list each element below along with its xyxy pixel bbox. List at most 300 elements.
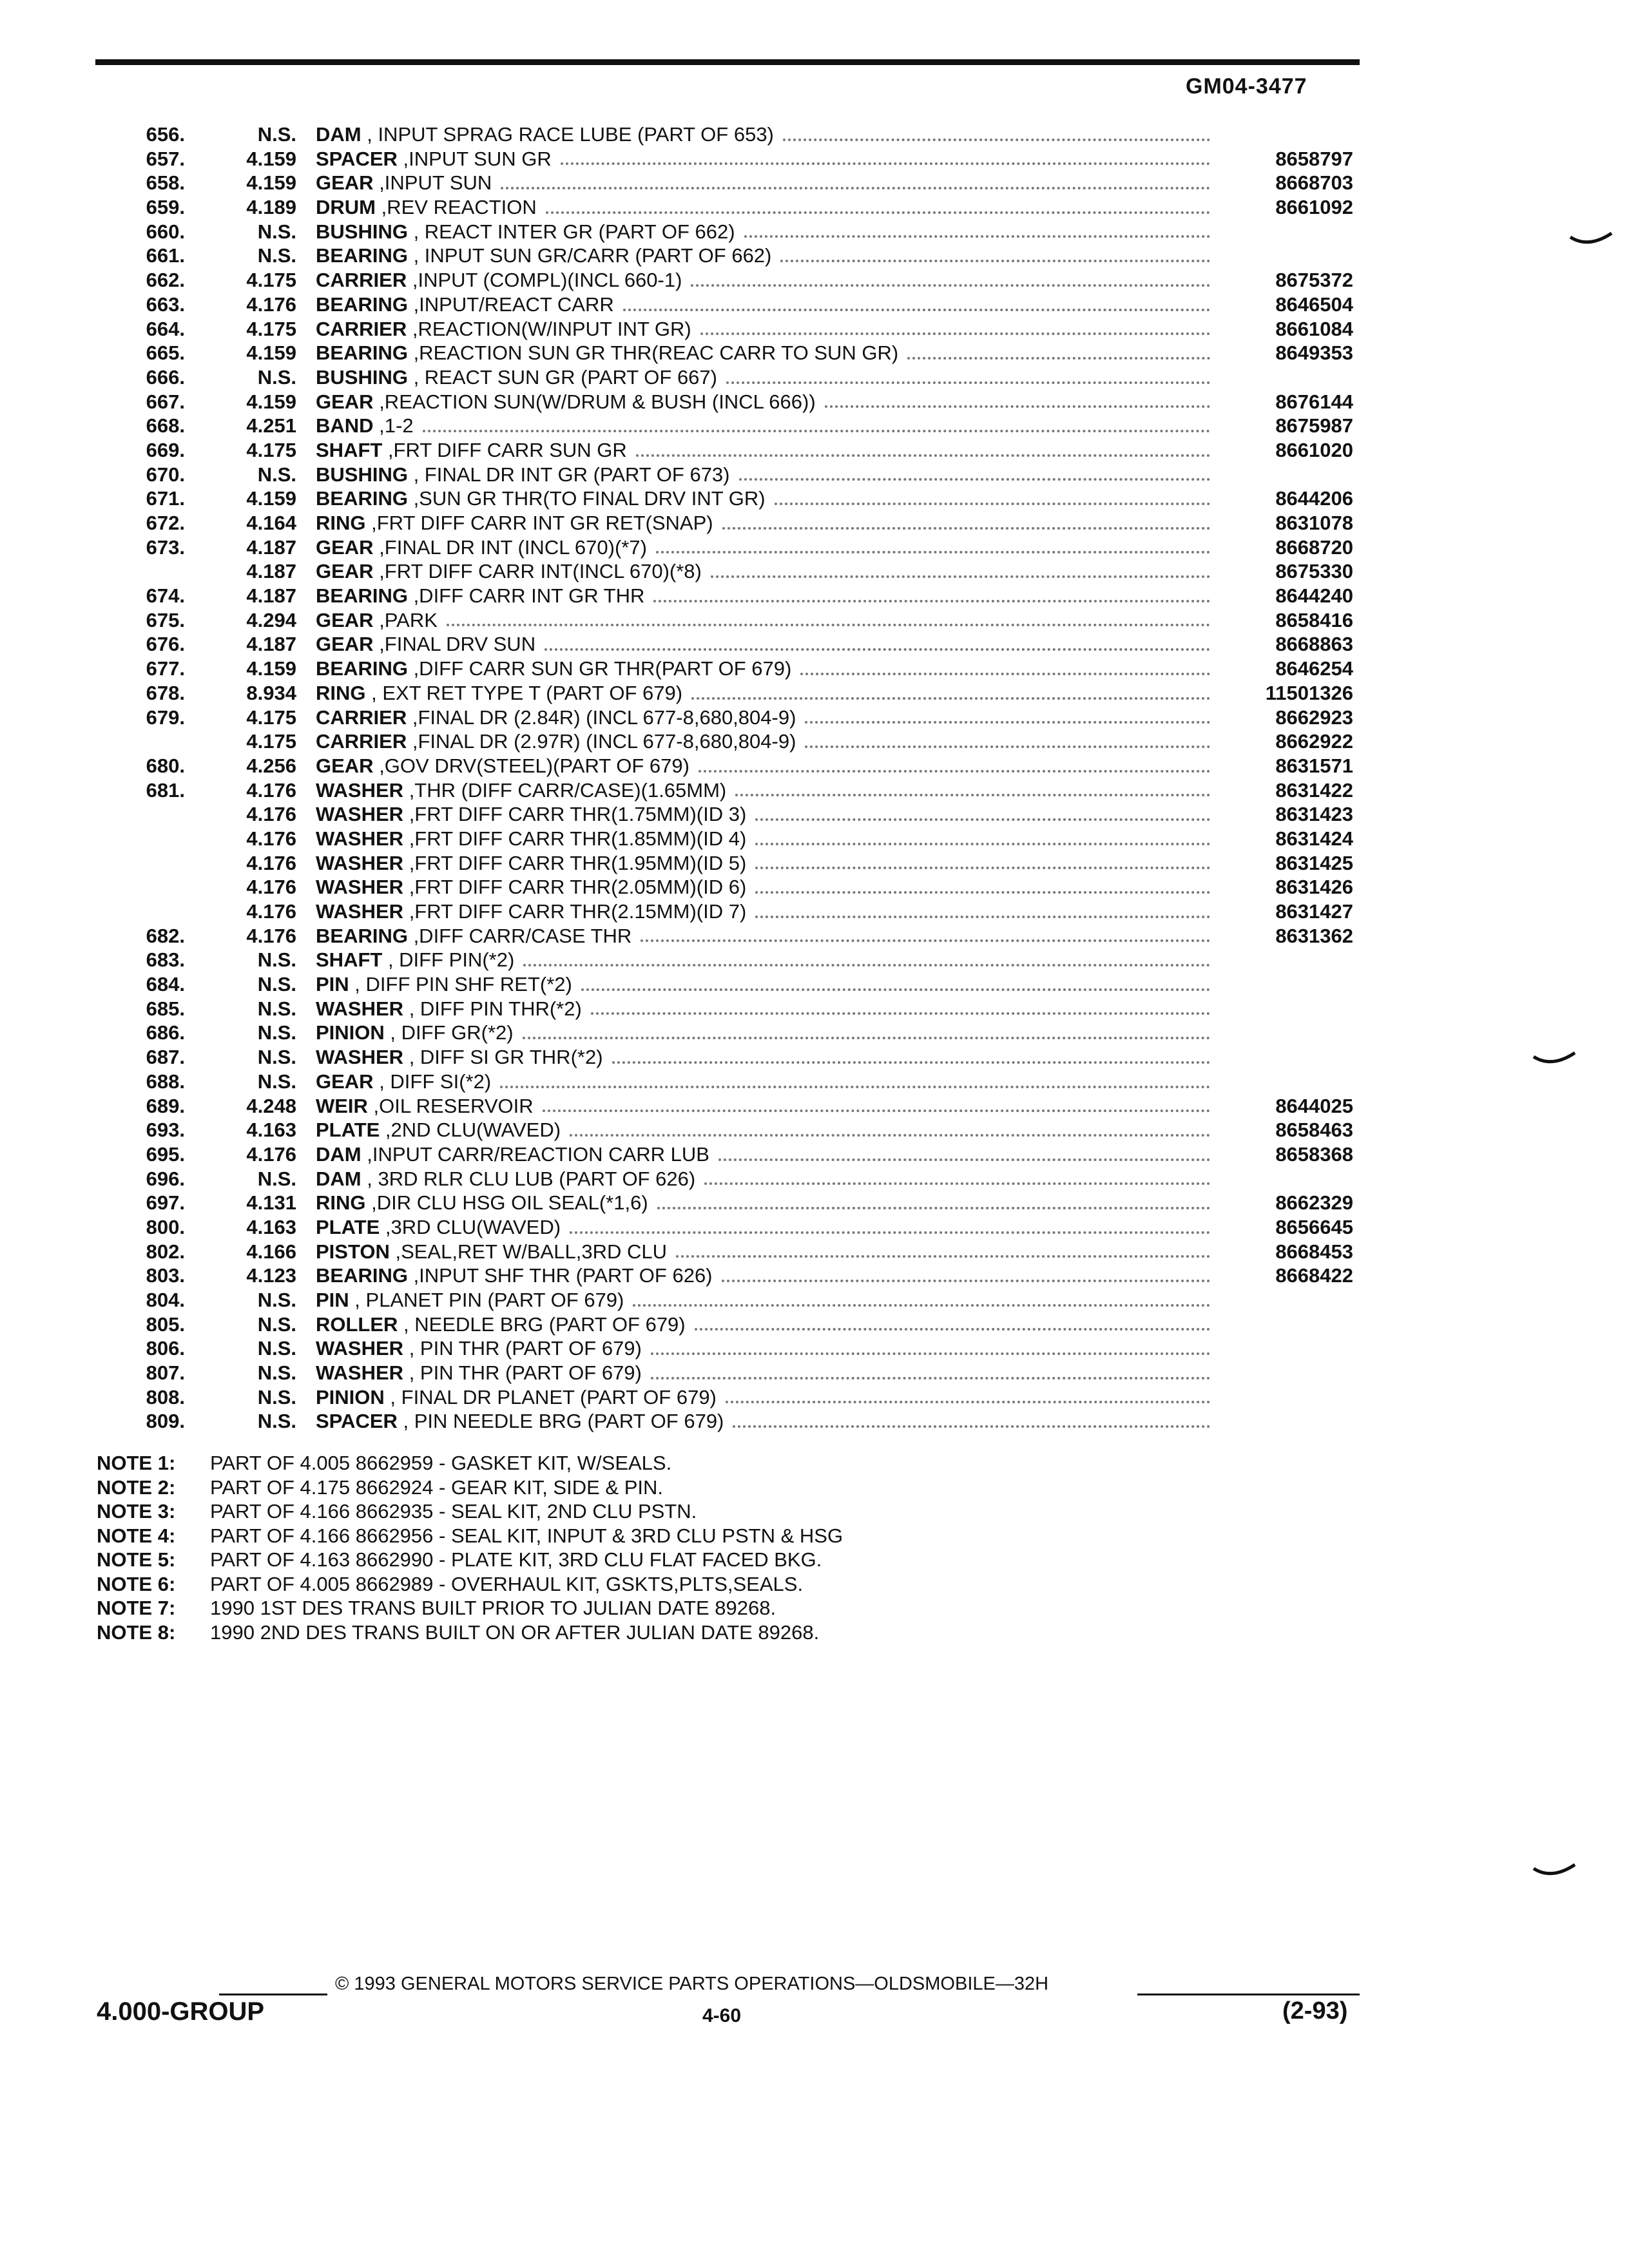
part-detail: ,FRT DIFF CARR THR(1.75MM)(ID 3) bbox=[403, 803, 747, 826]
ref-number: 693. bbox=[146, 1119, 185, 1142]
dot-leader bbox=[612, 1061, 1210, 1064]
part-name: BEARING bbox=[316, 487, 408, 510]
table-row bbox=[0, 122, 1629, 147]
part-description bbox=[316, 948, 514, 972]
part-description bbox=[316, 1118, 561, 1142]
part-number: 8668863 bbox=[1275, 633, 1353, 656]
note-text: 1990 1ST DES TRANS BUILT PRIOR TO JULIAN DATE 89268. bbox=[210, 1597, 776, 1619]
part-detail: ,INPUT/REACT CARR bbox=[407, 293, 614, 316]
table-row bbox=[0, 1409, 1629, 1434]
group-number: N.S. bbox=[257, 1289, 296, 1311]
table-row bbox=[0, 657, 1629, 681]
part-name: RING bbox=[316, 1191, 366, 1215]
group-number: N.S. bbox=[257, 463, 296, 486]
part-description bbox=[316, 171, 492, 195]
dot-leader bbox=[755, 867, 1210, 869]
ref-number: 686. bbox=[146, 1021, 185, 1044]
part-description bbox=[316, 511, 713, 535]
part-number: 8658797 bbox=[1275, 147, 1353, 170]
dot-leader bbox=[755, 916, 1210, 918]
part-description bbox=[316, 438, 627, 463]
note-label: NOTE 8: bbox=[97, 1620, 176, 1644]
table-row bbox=[0, 1385, 1629, 1410]
part-name: WEIR bbox=[316, 1094, 368, 1117]
table-row bbox=[0, 535, 1629, 560]
table-row bbox=[0, 584, 1629, 608]
dot-leader bbox=[561, 162, 1210, 165]
part-number: 8658463 bbox=[1275, 1119, 1353, 1142]
part-name: GEAR bbox=[316, 1070, 374, 1093]
dot-leader bbox=[651, 1352, 1210, 1355]
part-name: WASHER bbox=[316, 900, 404, 923]
note-text: PART OF 4.005 8662959 - GASKET KIT, W/SEALS. bbox=[210, 1452, 672, 1474]
dot-leader bbox=[733, 1425, 1210, 1428]
dot-leader bbox=[783, 139, 1210, 141]
table-row bbox=[0, 171, 1629, 195]
ref-number: 679. bbox=[146, 706, 185, 729]
part-description bbox=[316, 657, 791, 681]
part-name: WASHER bbox=[316, 1046, 404, 1069]
part-name: BUSHING bbox=[316, 220, 408, 243]
part-name: DAM bbox=[316, 123, 361, 146]
top-rule bbox=[95, 59, 1360, 65]
table-row bbox=[0, 1191, 1629, 1215]
part-detail: , DIFF PIN SHF RET(*2) bbox=[349, 973, 572, 996]
group-number: N.S. bbox=[257, 1167, 296, 1190]
part-description bbox=[316, 559, 702, 584]
table-row bbox=[0, 632, 1629, 657]
table-row bbox=[0, 365, 1629, 390]
dot-leader bbox=[691, 284, 1210, 287]
part-description bbox=[316, 608, 438, 633]
table-row bbox=[0, 1288, 1629, 1312]
dot-leader bbox=[825, 405, 1210, 408]
group-number: 4.176 bbox=[246, 1142, 296, 1166]
part-name: PLATE bbox=[316, 1119, 380, 1142]
dot-leader bbox=[657, 1207, 1210, 1209]
ref-number: 663. bbox=[146, 293, 185, 316]
group-number: 4.131 bbox=[246, 1191, 296, 1215]
part-name: BUSHING bbox=[316, 463, 408, 486]
part-detail: ,INPUT SUN GR bbox=[397, 147, 552, 170]
note-item bbox=[97, 1451, 1063, 1475]
part-number: 8631424 bbox=[1275, 827, 1353, 850]
part-name: BEARING bbox=[316, 657, 408, 680]
ref-number: 669. bbox=[146, 438, 185, 461]
notes-list bbox=[97, 1451, 1063, 1644]
part-description bbox=[316, 244, 771, 268]
note-item bbox=[97, 1548, 1063, 1572]
edge-mark-icon bbox=[1532, 1050, 1577, 1070]
ref-number: 806. bbox=[146, 1337, 185, 1360]
part-description bbox=[316, 1385, 717, 1410]
table-row bbox=[0, 754, 1629, 778]
dot-leader bbox=[447, 624, 1210, 626]
part-detail: ,FRT DIFF CARR THR(1.85MM)(ID 4) bbox=[403, 827, 747, 850]
note-item bbox=[97, 1524, 1063, 1548]
part-number: 8661092 bbox=[1275, 196, 1353, 219]
part-description bbox=[316, 1191, 648, 1215]
part-detail: ,GOV DRV(STEEL)(PART OF 679) bbox=[373, 754, 689, 777]
part-description bbox=[316, 414, 414, 438]
part-detail: , INPUT SUN GR/CARR (PART OF 662) bbox=[407, 244, 772, 267]
group-number: N.S. bbox=[257, 1046, 296, 1069]
part-name: WASHER bbox=[316, 803, 404, 826]
part-number: 8644240 bbox=[1275, 584, 1353, 608]
group-number: 4.159 bbox=[246, 657, 296, 680]
part-number: 8631426 bbox=[1275, 876, 1353, 899]
ref-number: 678. bbox=[146, 681, 185, 704]
dot-leader bbox=[726, 1401, 1210, 1403]
dot-leader bbox=[500, 1086, 1210, 1088]
part-name: DAM bbox=[316, 1167, 361, 1190]
part-number: 8644025 bbox=[1275, 1094, 1353, 1117]
ref-number: 670. bbox=[146, 463, 185, 486]
part-detail: ,DIFF CARR SUN GR THR(PART OF 679) bbox=[407, 657, 792, 680]
group-number: 4.176 bbox=[246, 924, 296, 947]
part-number: 8631423 bbox=[1275, 803, 1353, 826]
part-detail: ,INPUT CARR/REACTION CARR LUB bbox=[361, 1142, 709, 1166]
ref-number: 688. bbox=[146, 1070, 185, 1093]
table-row bbox=[0, 438, 1629, 463]
dot-leader bbox=[653, 600, 1210, 602]
note-label: NOTE 1: bbox=[97, 1452, 176, 1474]
group-number: 4.166 bbox=[246, 1240, 296, 1263]
ref-number: 687. bbox=[146, 1046, 185, 1069]
part-description bbox=[316, 802, 746, 827]
part-detail: ,DIFF CARR INT GR THR bbox=[407, 584, 645, 608]
table-row bbox=[0, 390, 1629, 414]
part-detail: , DIFF SI GR THR(*2) bbox=[403, 1046, 603, 1069]
copyright-line: © 1993 GENERAL MOTORS SERVICE PARTS OPERATIONS—OLDSMOBILE—32H bbox=[335, 1974, 1049, 1994]
parts-list bbox=[0, 122, 1629, 1434]
ref-number: 681. bbox=[146, 778, 185, 802]
dot-leader bbox=[570, 1134, 1210, 1137]
dot-leader bbox=[907, 357, 1210, 360]
note-text: PART OF 4.175 8662924 - GEAR KIT, SIDE & PIN. bbox=[210, 1475, 663, 1499]
ref-number: 680. bbox=[146, 754, 185, 777]
note-text: PART OF 4.166 8662935 - SEAL KIT, 2ND CLU PSTN. bbox=[210, 1500, 697, 1523]
ref-number: 682. bbox=[146, 924, 185, 947]
ref-number: 684. bbox=[146, 973, 185, 996]
group-number: 4.189 bbox=[246, 196, 296, 219]
part-description bbox=[316, 1142, 709, 1167]
dot-leader bbox=[581, 988, 1210, 991]
part-detail: ,FRT DIFF CARR INT(INCL 670)(*8) bbox=[373, 560, 702, 583]
part-number: 8675987 bbox=[1275, 414, 1353, 437]
dot-leader bbox=[651, 1377, 1210, 1379]
table-row bbox=[0, 293, 1629, 317]
ref-number: 676. bbox=[146, 633, 185, 656]
part-description bbox=[316, 1070, 491, 1094]
part-number: 8656645 bbox=[1275, 1215, 1353, 1238]
group-number: 4.123 bbox=[246, 1264, 296, 1287]
part-description bbox=[316, 317, 691, 341]
part-detail: , DIFF PIN THR(*2) bbox=[403, 997, 582, 1020]
part-detail: , INPUT SPRAG RACE LUBE (PART OF 653) bbox=[361, 123, 774, 146]
part-detail: ,FINAL DRV SUN bbox=[373, 633, 536, 656]
part-name: GEAR bbox=[316, 754, 374, 777]
group-number: 4.187 bbox=[246, 535, 296, 559]
ref-number: 696. bbox=[146, 1167, 185, 1190]
group-number: 4.159 bbox=[246, 171, 296, 195]
ref-number: 805. bbox=[146, 1312, 185, 1336]
part-description bbox=[316, 681, 682, 706]
part-name: GEAR bbox=[316, 390, 374, 413]
ref-number: 665. bbox=[146, 341, 185, 365]
part-description bbox=[316, 1312, 686, 1337]
part-name: GEAR bbox=[316, 171, 374, 195]
group-number: 4.175 bbox=[246, 730, 296, 753]
part-description bbox=[316, 1264, 713, 1288]
note-text: 1990 2ND DES TRANS BUILT ON OR AFTER JULIAN DATE 89268. bbox=[210, 1620, 820, 1644]
part-number: 8668720 bbox=[1275, 535, 1353, 559]
ref-number: 666. bbox=[146, 365, 185, 389]
part-name: WASHER bbox=[316, 851, 404, 874]
ref-number: 674. bbox=[146, 584, 185, 608]
note-item bbox=[97, 1620, 1063, 1645]
group-number: N.S. bbox=[257, 220, 296, 243]
ref-number: 662. bbox=[146, 269, 185, 292]
group-number: N.S. bbox=[257, 1361, 296, 1385]
part-description bbox=[316, 220, 735, 244]
note-text: PART OF 4.166 8662956 - SEAL KIT, INPUT & 3RD CLU PSTN & HSG bbox=[210, 1524, 843, 1547]
group-number: 4.176 bbox=[246, 851, 296, 874]
ref-number: 808. bbox=[146, 1385, 185, 1408]
part-description bbox=[316, 1167, 695, 1191]
part-detail: , DIFF GR(*2) bbox=[384, 1021, 514, 1044]
part-description bbox=[316, 147, 552, 171]
part-detail: ,PARK bbox=[373, 608, 438, 631]
part-name: PIN bbox=[316, 1289, 349, 1311]
ref-number: 800. bbox=[146, 1215, 185, 1238]
note-label: NOTE 7: bbox=[97, 1597, 176, 1619]
part-detail: ,REACTION(W/INPUT INT GR) bbox=[407, 317, 691, 340]
part-detail: , FINAL DR INT GR (PART OF 673) bbox=[407, 463, 730, 486]
dot-leader bbox=[722, 527, 1210, 530]
part-name: CARRIER bbox=[316, 317, 407, 340]
table-row bbox=[0, 220, 1629, 244]
table-row bbox=[0, 1215, 1629, 1240]
dot-leader bbox=[691, 697, 1210, 700]
part-detail: , PIN NEEDLE BRG (PART OF 679) bbox=[397, 1410, 724, 1433]
page-number: 4-60 bbox=[702, 2005, 742, 2026]
part-detail: , DIFF SI(*2) bbox=[373, 1070, 492, 1093]
dot-leader bbox=[735, 794, 1210, 796]
part-detail: ,THR (DIFF CARR/CASE)(1.65MM) bbox=[403, 778, 727, 802]
table-row bbox=[0, 1142, 1629, 1167]
part-number: 8668703 bbox=[1275, 171, 1353, 195]
part-description bbox=[316, 293, 614, 317]
part-number: 8675330 bbox=[1275, 560, 1353, 583]
part-name: GEAR bbox=[316, 535, 374, 559]
group-number: 4.159 bbox=[246, 147, 296, 170]
part-name: BEARING bbox=[316, 293, 408, 316]
part-detail: ,DIR CLU HSG OIL SEAL(*1,6) bbox=[365, 1191, 648, 1215]
part-description bbox=[316, 584, 644, 608]
dot-leader bbox=[739, 478, 1210, 481]
part-number: 8631425 bbox=[1275, 851, 1353, 874]
ref-number: 675. bbox=[146, 608, 185, 631]
part-name: BUSHING bbox=[316, 365, 408, 389]
table-row bbox=[0, 463, 1629, 487]
table-row bbox=[0, 972, 1629, 997]
part-detail: ,FRT DIFF CARR SUN GR bbox=[382, 438, 627, 461]
ref-number: 659. bbox=[146, 196, 185, 219]
part-number: 8662923 bbox=[1275, 706, 1353, 729]
table-row bbox=[0, 1094, 1629, 1119]
footer-rule bbox=[219, 1994, 327, 1995]
part-number: 8631362 bbox=[1275, 924, 1353, 947]
part-name: BAND bbox=[316, 414, 374, 437]
part-name: WASHER bbox=[316, 876, 404, 899]
part-name: PISTON bbox=[316, 1240, 390, 1263]
table-row bbox=[0, 924, 1629, 948]
part-name: GEAR bbox=[316, 608, 374, 631]
ref-number: 664. bbox=[146, 317, 185, 340]
part-number: 8676144 bbox=[1275, 390, 1353, 413]
part-description bbox=[316, 122, 774, 147]
dot-leader bbox=[543, 1110, 1210, 1112]
part-name: BEARING bbox=[316, 924, 408, 947]
part-number: 8661020 bbox=[1275, 438, 1353, 461]
part-description bbox=[316, 1094, 534, 1119]
part-description bbox=[316, 632, 535, 657]
dot-leader bbox=[755, 843, 1210, 845]
part-name: PINION bbox=[316, 1021, 385, 1044]
dot-leader bbox=[744, 235, 1210, 238]
ref-number: 656. bbox=[146, 123, 185, 146]
group-number: 4.176 bbox=[246, 900, 296, 923]
table-row bbox=[0, 486, 1629, 511]
dot-leader bbox=[633, 1304, 1210, 1307]
group-number: 4.163 bbox=[246, 1215, 296, 1238]
part-name: PLATE bbox=[316, 1215, 380, 1238]
group-number: 4.176 bbox=[246, 803, 296, 826]
group-number: 4.159 bbox=[246, 487, 296, 510]
part-name: BEARING bbox=[316, 1264, 408, 1287]
ref-number: 689. bbox=[146, 1094, 185, 1117]
table-row bbox=[0, 1118, 1629, 1142]
part-detail: ,FRT DIFF CARR INT GR RET(SNAP) bbox=[365, 512, 713, 534]
part-number: 8662922 bbox=[1275, 730, 1353, 753]
part-detail: ,1-2 bbox=[373, 414, 414, 437]
part-name: CARRIER bbox=[316, 730, 407, 753]
group-number: 4.175 bbox=[246, 438, 296, 461]
ref-number: 802. bbox=[146, 1240, 185, 1263]
part-number: 8646254 bbox=[1275, 657, 1353, 680]
ref-number: 660. bbox=[146, 220, 185, 243]
table-row bbox=[0, 778, 1629, 803]
part-name: BEARING bbox=[316, 244, 408, 267]
table-row bbox=[0, 511, 1629, 535]
part-detail: , DIFF PIN(*2) bbox=[382, 948, 515, 972]
part-detail: ,FINAL DR (2.97R) (INCL 677-8,680,804-9) bbox=[407, 730, 796, 753]
part-description bbox=[316, 365, 717, 390]
ref-number: 661. bbox=[146, 244, 185, 267]
table-row bbox=[0, 1361, 1629, 1385]
table-row bbox=[0, 681, 1629, 706]
part-description bbox=[316, 778, 726, 803]
note-label: NOTE 3: bbox=[97, 1500, 176, 1523]
dot-leader bbox=[718, 1158, 1210, 1161]
part-name: CARRIER bbox=[316, 269, 407, 292]
part-number: 8631422 bbox=[1275, 778, 1353, 802]
ref-number: 807. bbox=[146, 1361, 185, 1385]
part-name: WASHER bbox=[316, 1337, 404, 1360]
table-row bbox=[0, 1240, 1629, 1264]
part-detail: , NEEDLE BRG (PART OF 679) bbox=[398, 1312, 686, 1336]
part-description bbox=[316, 535, 647, 560]
table-row bbox=[0, 147, 1629, 171]
dot-leader bbox=[636, 454, 1210, 457]
footer-rule bbox=[1137, 1994, 1360, 1995]
table-row bbox=[0, 729, 1629, 754]
part-number: 8658416 bbox=[1275, 608, 1353, 631]
part-detail: , FINAL DR PLANET (PART OF 679) bbox=[384, 1385, 717, 1408]
part-number: 8644206 bbox=[1275, 487, 1353, 510]
part-number: 8658368 bbox=[1275, 1142, 1353, 1166]
group-number: N.S. bbox=[257, 1070, 296, 1093]
group-number: 8.934 bbox=[246, 681, 296, 704]
table-row bbox=[0, 559, 1629, 584]
part-name: BEARING bbox=[316, 584, 408, 608]
note-label: NOTE 2: bbox=[97, 1475, 176, 1499]
part-description bbox=[316, 997, 582, 1021]
part-description bbox=[316, 924, 631, 948]
group-number: 4.248 bbox=[246, 1094, 296, 1117]
ref-number: 697. bbox=[146, 1191, 185, 1215]
part-number: 11501326 bbox=[1265, 681, 1353, 704]
part-number: 8631078 bbox=[1275, 512, 1353, 534]
group-number: N.S. bbox=[257, 1312, 296, 1336]
group-number: N.S. bbox=[257, 948, 296, 972]
group-number: 4.164 bbox=[246, 512, 296, 534]
group-number: N.S. bbox=[257, 997, 296, 1020]
dot-leader bbox=[623, 309, 1210, 311]
part-detail: ,REACTION SUN GR THR(REAC CARR TO SUN GR) bbox=[407, 341, 899, 365]
dot-leader bbox=[656, 551, 1210, 553]
note-text: PART OF 4.005 8662989 - OVERHAUL KIT, GSKTS,PLTS,SEALS. bbox=[210, 1572, 804, 1595]
group-number: N.S. bbox=[257, 1337, 296, 1360]
dot-leader bbox=[726, 381, 1210, 384]
part-name: DAM bbox=[316, 1142, 361, 1166]
table-row bbox=[0, 1070, 1629, 1094]
part-name: CARRIER bbox=[316, 706, 407, 729]
dot-leader bbox=[805, 721, 1210, 724]
group-number: 4.159 bbox=[246, 341, 296, 365]
part-name: WASHER bbox=[316, 827, 404, 850]
part-description bbox=[316, 341, 898, 365]
group-number: 4.159 bbox=[246, 390, 296, 413]
part-name: BEARING bbox=[316, 341, 408, 365]
part-number: 8631427 bbox=[1275, 900, 1353, 923]
group-number: N.S. bbox=[257, 973, 296, 996]
group-number: N.S. bbox=[257, 123, 296, 146]
ref-number: 668. bbox=[146, 414, 185, 437]
part-description bbox=[316, 706, 796, 730]
table-row bbox=[0, 706, 1629, 730]
part-name: PINION bbox=[316, 1385, 385, 1408]
note-item bbox=[97, 1596, 1063, 1620]
part-name: SPACER bbox=[316, 147, 398, 170]
part-name: WASHER bbox=[316, 778, 404, 802]
document-code: GM04-3477 bbox=[1186, 74, 1307, 99]
group-number: 4.176 bbox=[246, 827, 296, 850]
table-row bbox=[0, 1021, 1629, 1045]
note-item bbox=[97, 1475, 1063, 1500]
table-row bbox=[0, 948, 1629, 972]
